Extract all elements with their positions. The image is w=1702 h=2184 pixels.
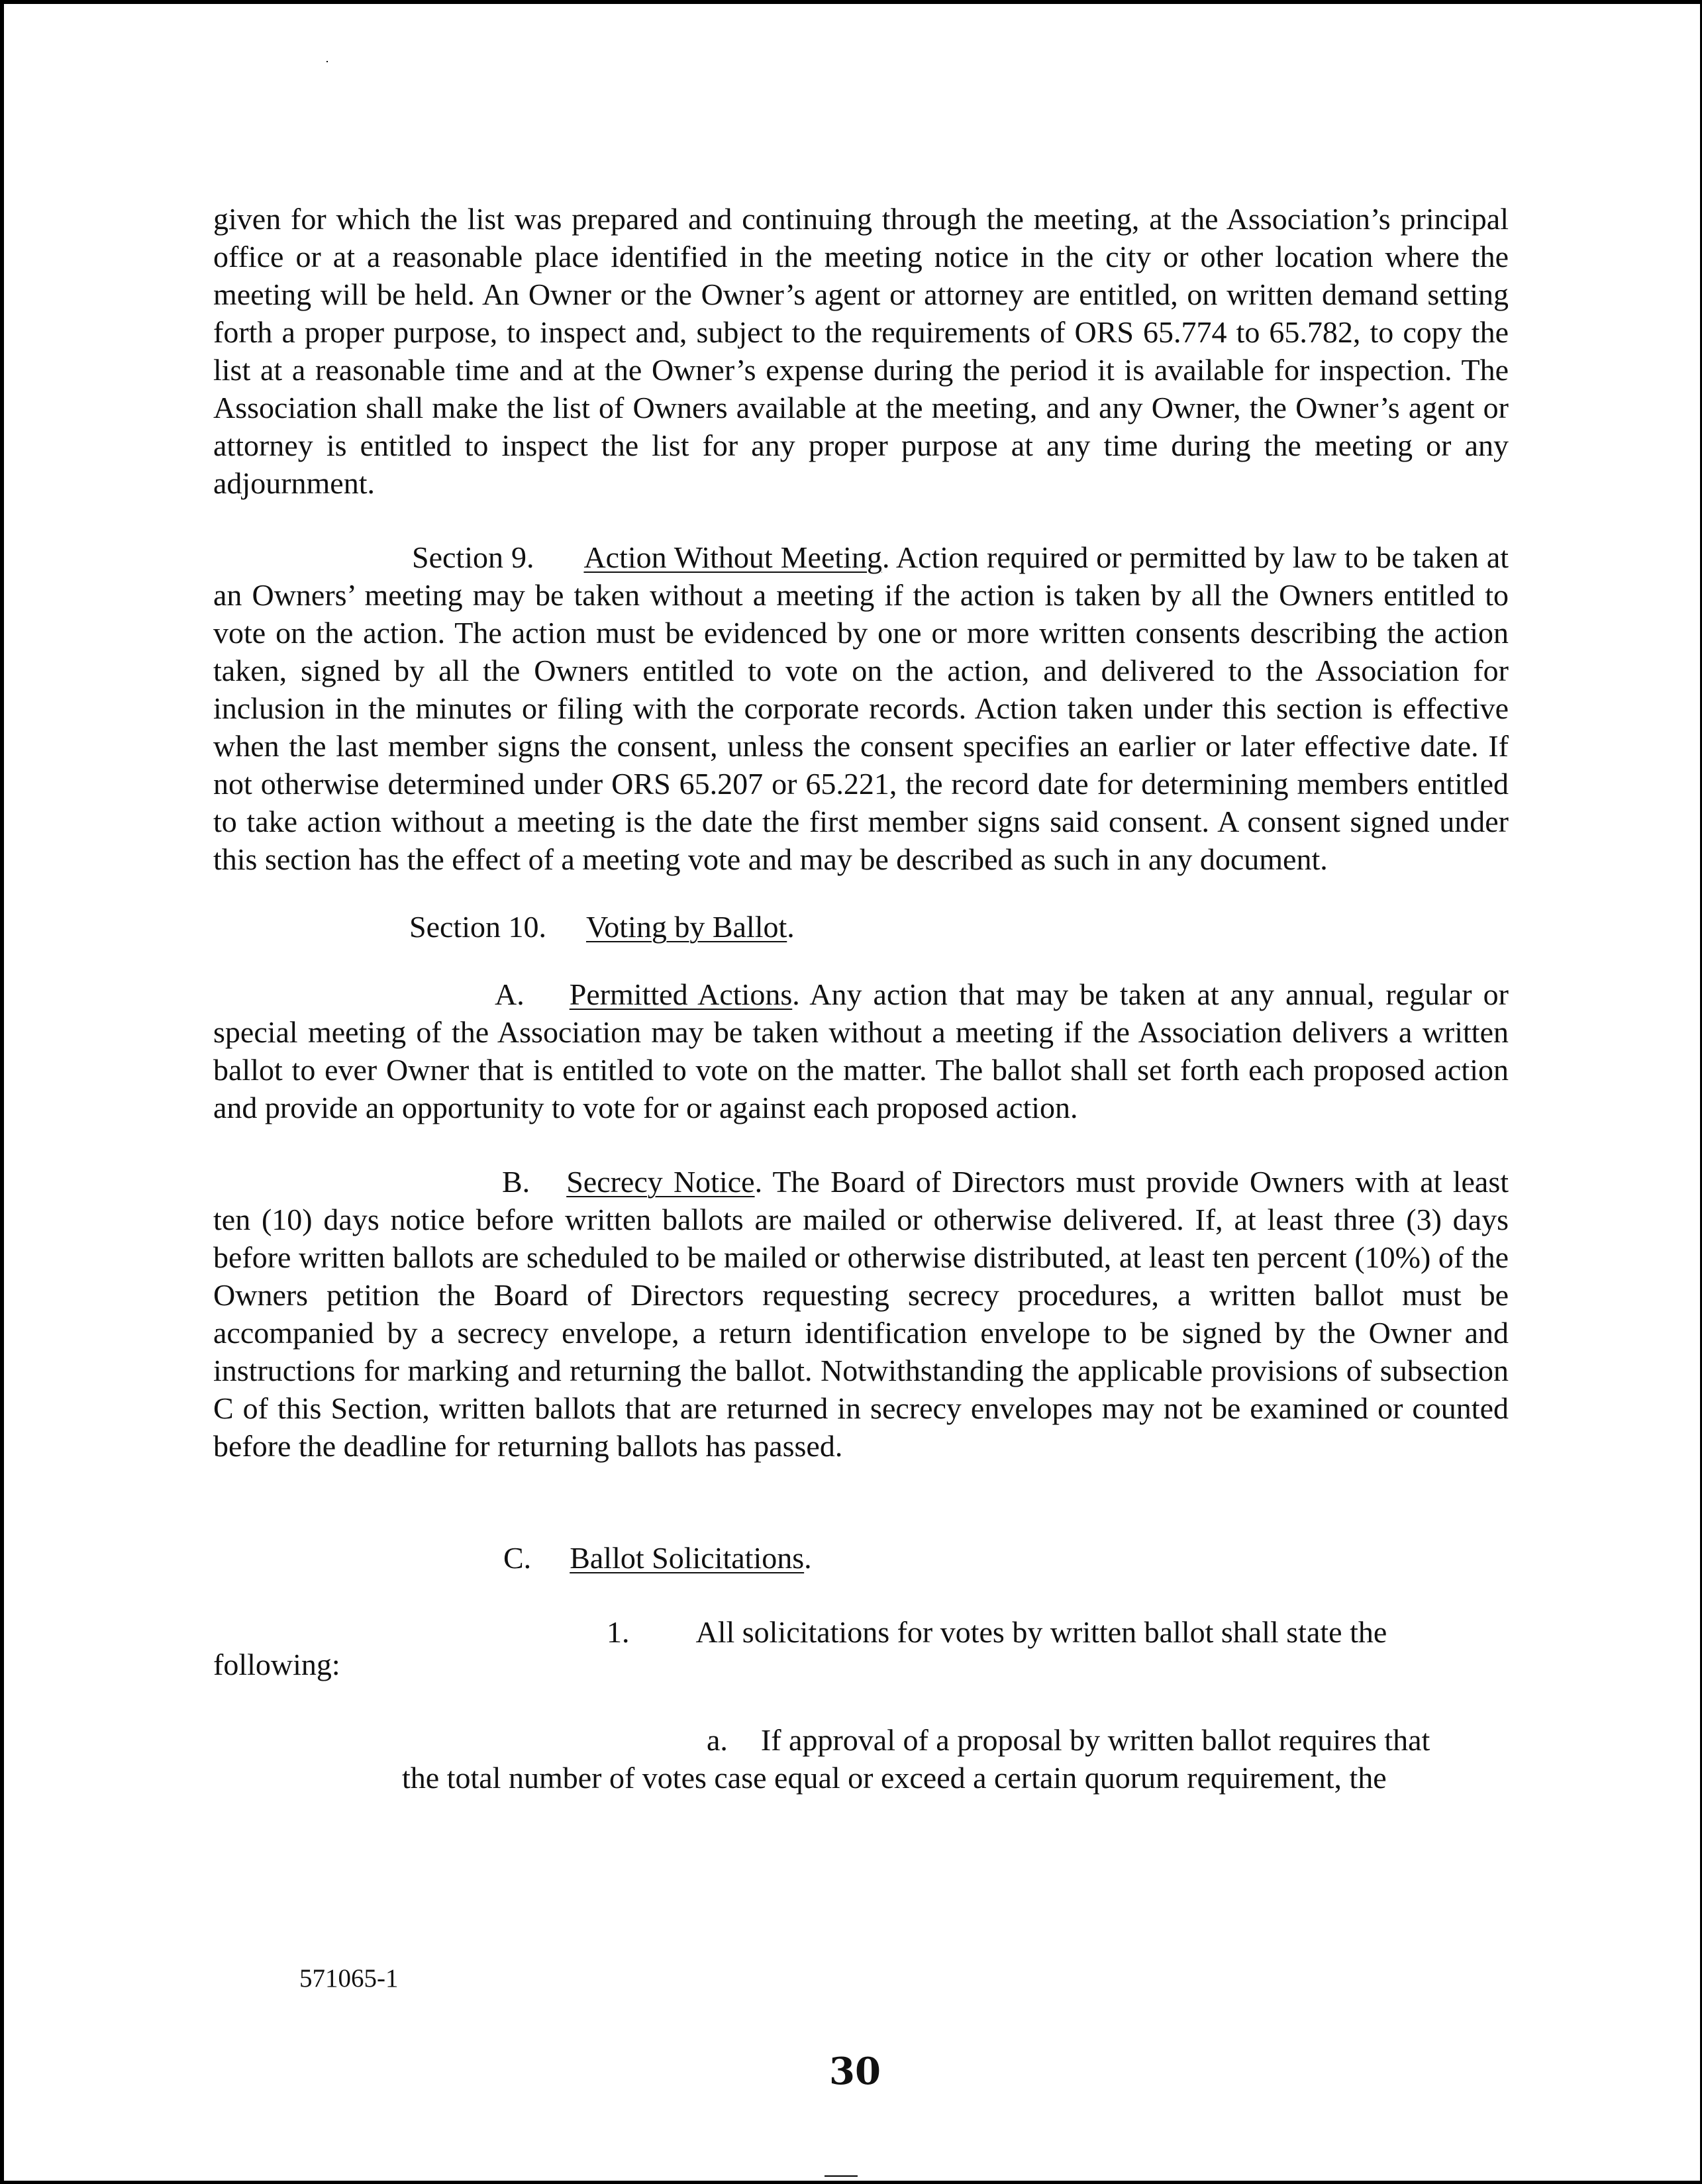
item-a-text: If approval of a proposal by written ballot requires that <box>760 1723 1430 1757</box>
section-10c-heading-end: . <box>804 1541 812 1575</box>
section-10a-paragraph <box>213 975 1509 1126</box>
section-10-heading-end: . <box>787 910 795 944</box>
section-9-text: . Action required or permitted by law to be taken at an Owners’ meeting may be taken without a meeting if the action is taken by all the Owners entitled to vote on the action. The action must be evidenced by one or more written consents describing the action taken, signed by all the Owners entitled to vote on the action, and delivered to the Association for inclusion in the minutes or filing with the corporate records. Action taken under this section is effective when the last member signs the consent, unless the consent specifies an earlier or later effective date. If not otherwise determined under ORS 65.207 or 65.221, the record date for determining members entitled to take action without a meeting is the date the first member signs said consent. A consent signed under this section has the effect of a meeting vote and may be described as such in any document. <box>213 540 1509 876</box>
section-10c-letter: C. <box>503 1541 532 1575</box>
document-body <box>213 200 1509 1797</box>
section-10c-heading: Ballot Solicitations <box>570 1541 805 1575</box>
section-10b-paragraph <box>213 1163 1509 1465</box>
item-a-letter: a. <box>707 1723 728 1757</box>
section-10b-text: . The Board of Directors must provide Owners with at least ten (10) days notice before written ballots are mailed or otherwise delivered. If, at least three (3) days before written ballots are scheduled to be mailed or otherwise distributed, at least ten percent (10%) of the Owners petition the Board of Directors requesting secrecy procedures, a written ballot must be accompanied by a secrecy envelope, a return identification envelope to be signed by the Owner and instructions for marking and returning the ballot. Notwithstanding the applicable provisions of subsection C of this Section, written ballots that are returned in secrecy envelopes may not be examined or counted before the deadline for returning ballots has passed. <box>213 1165 1509 1463</box>
section-9-number: Section 9. <box>412 540 534 574</box>
section-10c-item-1-continuation: following: <box>213 1648 340 1681</box>
section-10c-heading-line <box>213 1539 1509 1577</box>
section-10c-item-a-continuation: the total number of votes case equal or exceed a certain quorum requirement, the <box>402 1761 1387 1795</box>
section-10a-letter: A. <box>495 977 525 1011</box>
section-10b-letter: B. <box>502 1165 530 1199</box>
section-10a-text: . Any action that may be taken at any annual, regular or special meeting of the Association may be taken without a meeting if the Association delivers a written ballot to ever Owner that is entitled to vote on the matter. The ballot shall set forth each proposed action and provide an opportunity to vote for or against each proposed action. <box>213 977 1509 1124</box>
item-1-text: All solicitations for votes by written ballot shall state the <box>695 1615 1387 1649</box>
section-10a-heading: Permitted Actions <box>569 977 793 1011</box>
section-9-heading: Action Without Meeting <box>583 540 882 574</box>
section-10-number: Section 10. <box>409 910 546 944</box>
section-10b-heading: Secrecy Notice <box>566 1165 755 1199</box>
section-10-heading: Voting by Ballot <box>585 910 787 944</box>
document-footer-code: 571065-1 <box>299 1964 399 1993</box>
scan-speck <box>326 61 328 62</box>
section-10-heading-line <box>213 908 1509 946</box>
paragraph-list-inspection: given for which the list was prepared and continuing through the meeting, at the Association’s principal office or at a reasonable place identified in the meeting notice in the city or other location where the meeting will be held. An Owner or the Owner’s agent or attorney are entitled, on written demand setting forth a proper purpose, to inspect and, subject to the requirements of ORS 65.774 to 65.782, to copy the list at a reasonable time and at the Owner’s expense during the period it is available for inspection. The Association shall make the list of Owners available at the meeting, and any Owner, the Owner’s agent or attorney is entitled to inspect the list for any proper purpose at any time during the meeting or any adjournment. <box>213 202 1509 500</box>
scan-speck <box>825 2175 858 2177</box>
page-number: 30 <box>829 2050 881 2093</box>
item-1-number: 1. <box>607 1615 630 1649</box>
section-10c-item-a-line <box>213 1721 1509 1759</box>
section-9-paragraph <box>213 538 1509 878</box>
